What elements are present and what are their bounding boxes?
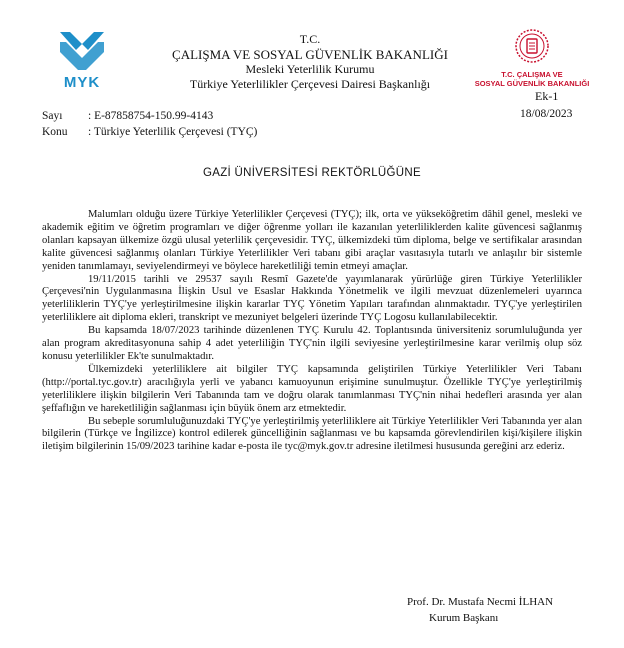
subject-label: Konu — [42, 126, 68, 138]
ministry-seal-icon — [514, 28, 550, 64]
letterhead-ministry: ÇALIŞMA VE SOSYAL GÜVENLİK BAKANLIĞI — [172, 47, 448, 62]
number-label: Sayı — [42, 110, 63, 122]
signer-title: Kurum Başkanı — [429, 612, 499, 624]
ministry-logo-line-2: SOSYAL GÜVENLİK BAKANLIĞI — [474, 79, 590, 88]
paragraph: 19/11/2015 tarihli ve 29537 sayılı Resmî Gazete'de yayımlanarak yürürlüğe giren Türkiye Yeterlilikler Çerçevesi'nin Uygulanmasına İlişkin Usul ve Esaslar Hakkında Yönetmelik ve ilgili mevzuat düzenlemeleri uyarınca yeterliliklerin TYÇ'ye yerleştirilmesine ilişkin kararlar TYÇ Yönetim Yapıları tarafından alınmaktadır. TYÇ'ye yerleştirilen yeterliliklere ait diploma ekleri, transkript ve mezuniyet belgeleri üzerinde TYÇ Logosu kullanılabilecektir. — [42, 273, 582, 324]
paragraph: Bu sebeple sorumluluğunuzdaki TYÇ'ye yerleştirilmiş yeterliliklere ait Türkiye Yeterlilikler Veri Tabanında yer alan bilgilerin (Türkçe ve İngilizce) kontrol edilerek güncelliğinin sağlanması ve bu kapsamda görevlendirilen kişi/kişilere ilişkin iletişim bilgilerinin 15/09/2023 tarihine kadar e-posta ile tyc@myk.gov.tr adresine iletilmesi hususunda gereğini arz ederiz. — [42, 415, 582, 453]
paragraph: Malumları olduğu üzere Türkiye Yeterlilikler Çerçevesi (TYÇ); ilk, orta ve yükseköğretim dâhil genel, mesleki ve akademik eğitim ve öğretim programları ve diğer öğrenme yolları ile kazanılan yeterliliklerden kalite güvencesi sağlanmış olanları kapsayan ülkemize özgü ulusal yeterlilik çerçevesidir. TYÇ, ülkemizdeki tüm diploma, belge ve sertifikalar arasından kalite güvencesi sağlanmış olanları Türkiye Yeterlilikler Veri tabanı gibi araçlar vasıtasıyla tutarlı ve anlaşılır bir sistemle yeniden tanımlamayı, seviyelendirmeyi ve böylece hareketliliği temin etmeyi amaçlar. — [42, 209, 582, 272]
number-value: : E-87858754-150.99-4143 — [88, 110, 214, 122]
letterhead-department: Türkiye Yeterlilikler Çerçevesi Dairesi Başkanlığı — [189, 77, 431, 91]
paragraph: Ülkemizdeki yeterliliklere ait bilgiler TYÇ kapsamında geliştirilen Türkiye Yeterlilikler Veri Tabanı (http://portal.tyc.gov.tr) aracılığıyla yerli ve yabancı kamuoyunun erişimine sunulmuştur. Özellikle TYÇ'ye yerleştirilmiş yeterliliklere ilişkin bilgilerin Veri Tabanında tam ve doğru olarak tanımlanması TYÇ'nin nihai hedefleri arasında yer alan şeffaflığın ve hareketliliğin sağlanması için büyük önem arz etmektedir. — [42, 363, 582, 414]
letterhead — [150, 32, 470, 92]
signer-name: Prof. Dr. Mustafa Necmi İLHAN — [407, 596, 554, 608]
myk-logo-text: MYK — [63, 74, 101, 91]
ministry-logo-text — [470, 70, 594, 88]
paragraph: Bu kapsamda 18/07/2023 tarihinde düzenlenen TYÇ Kurulu 42. Toplantısında üniversiteniz sorumluluğunda yer alan program akreditasyonuna sahip 4 adet yeterliliğin TYÇ'nin ilgili seviyesine yerleştirilmesine karar verilmiş olup söz konusu yeterlilikler Ek'te sunulmaktadır. — [42, 325, 582, 362]
letterhead-agency: Mesleki Yeterlilik Kurumu — [245, 62, 375, 76]
subject-row — [42, 124, 257, 140]
subject-value: : Türkiye Yeterlilik Çerçevesi (TYÇ) — [88, 126, 258, 138]
letterhead-line-1: T.C. — [299, 32, 321, 46]
document-meta — [42, 108, 257, 140]
letter-body — [42, 209, 582, 454]
recipient: GAZİ ÜNİVERSİTESİ REKTÖRLÜĞÜNE — [203, 167, 421, 179]
number-row — [42, 108, 257, 124]
annex-label: Ek-1 — [535, 89, 559, 103]
document-date: 18/08/2023 — [520, 108, 573, 120]
ministry-logo-line-1: T.C. ÇALIŞMA VE — [501, 70, 563, 79]
